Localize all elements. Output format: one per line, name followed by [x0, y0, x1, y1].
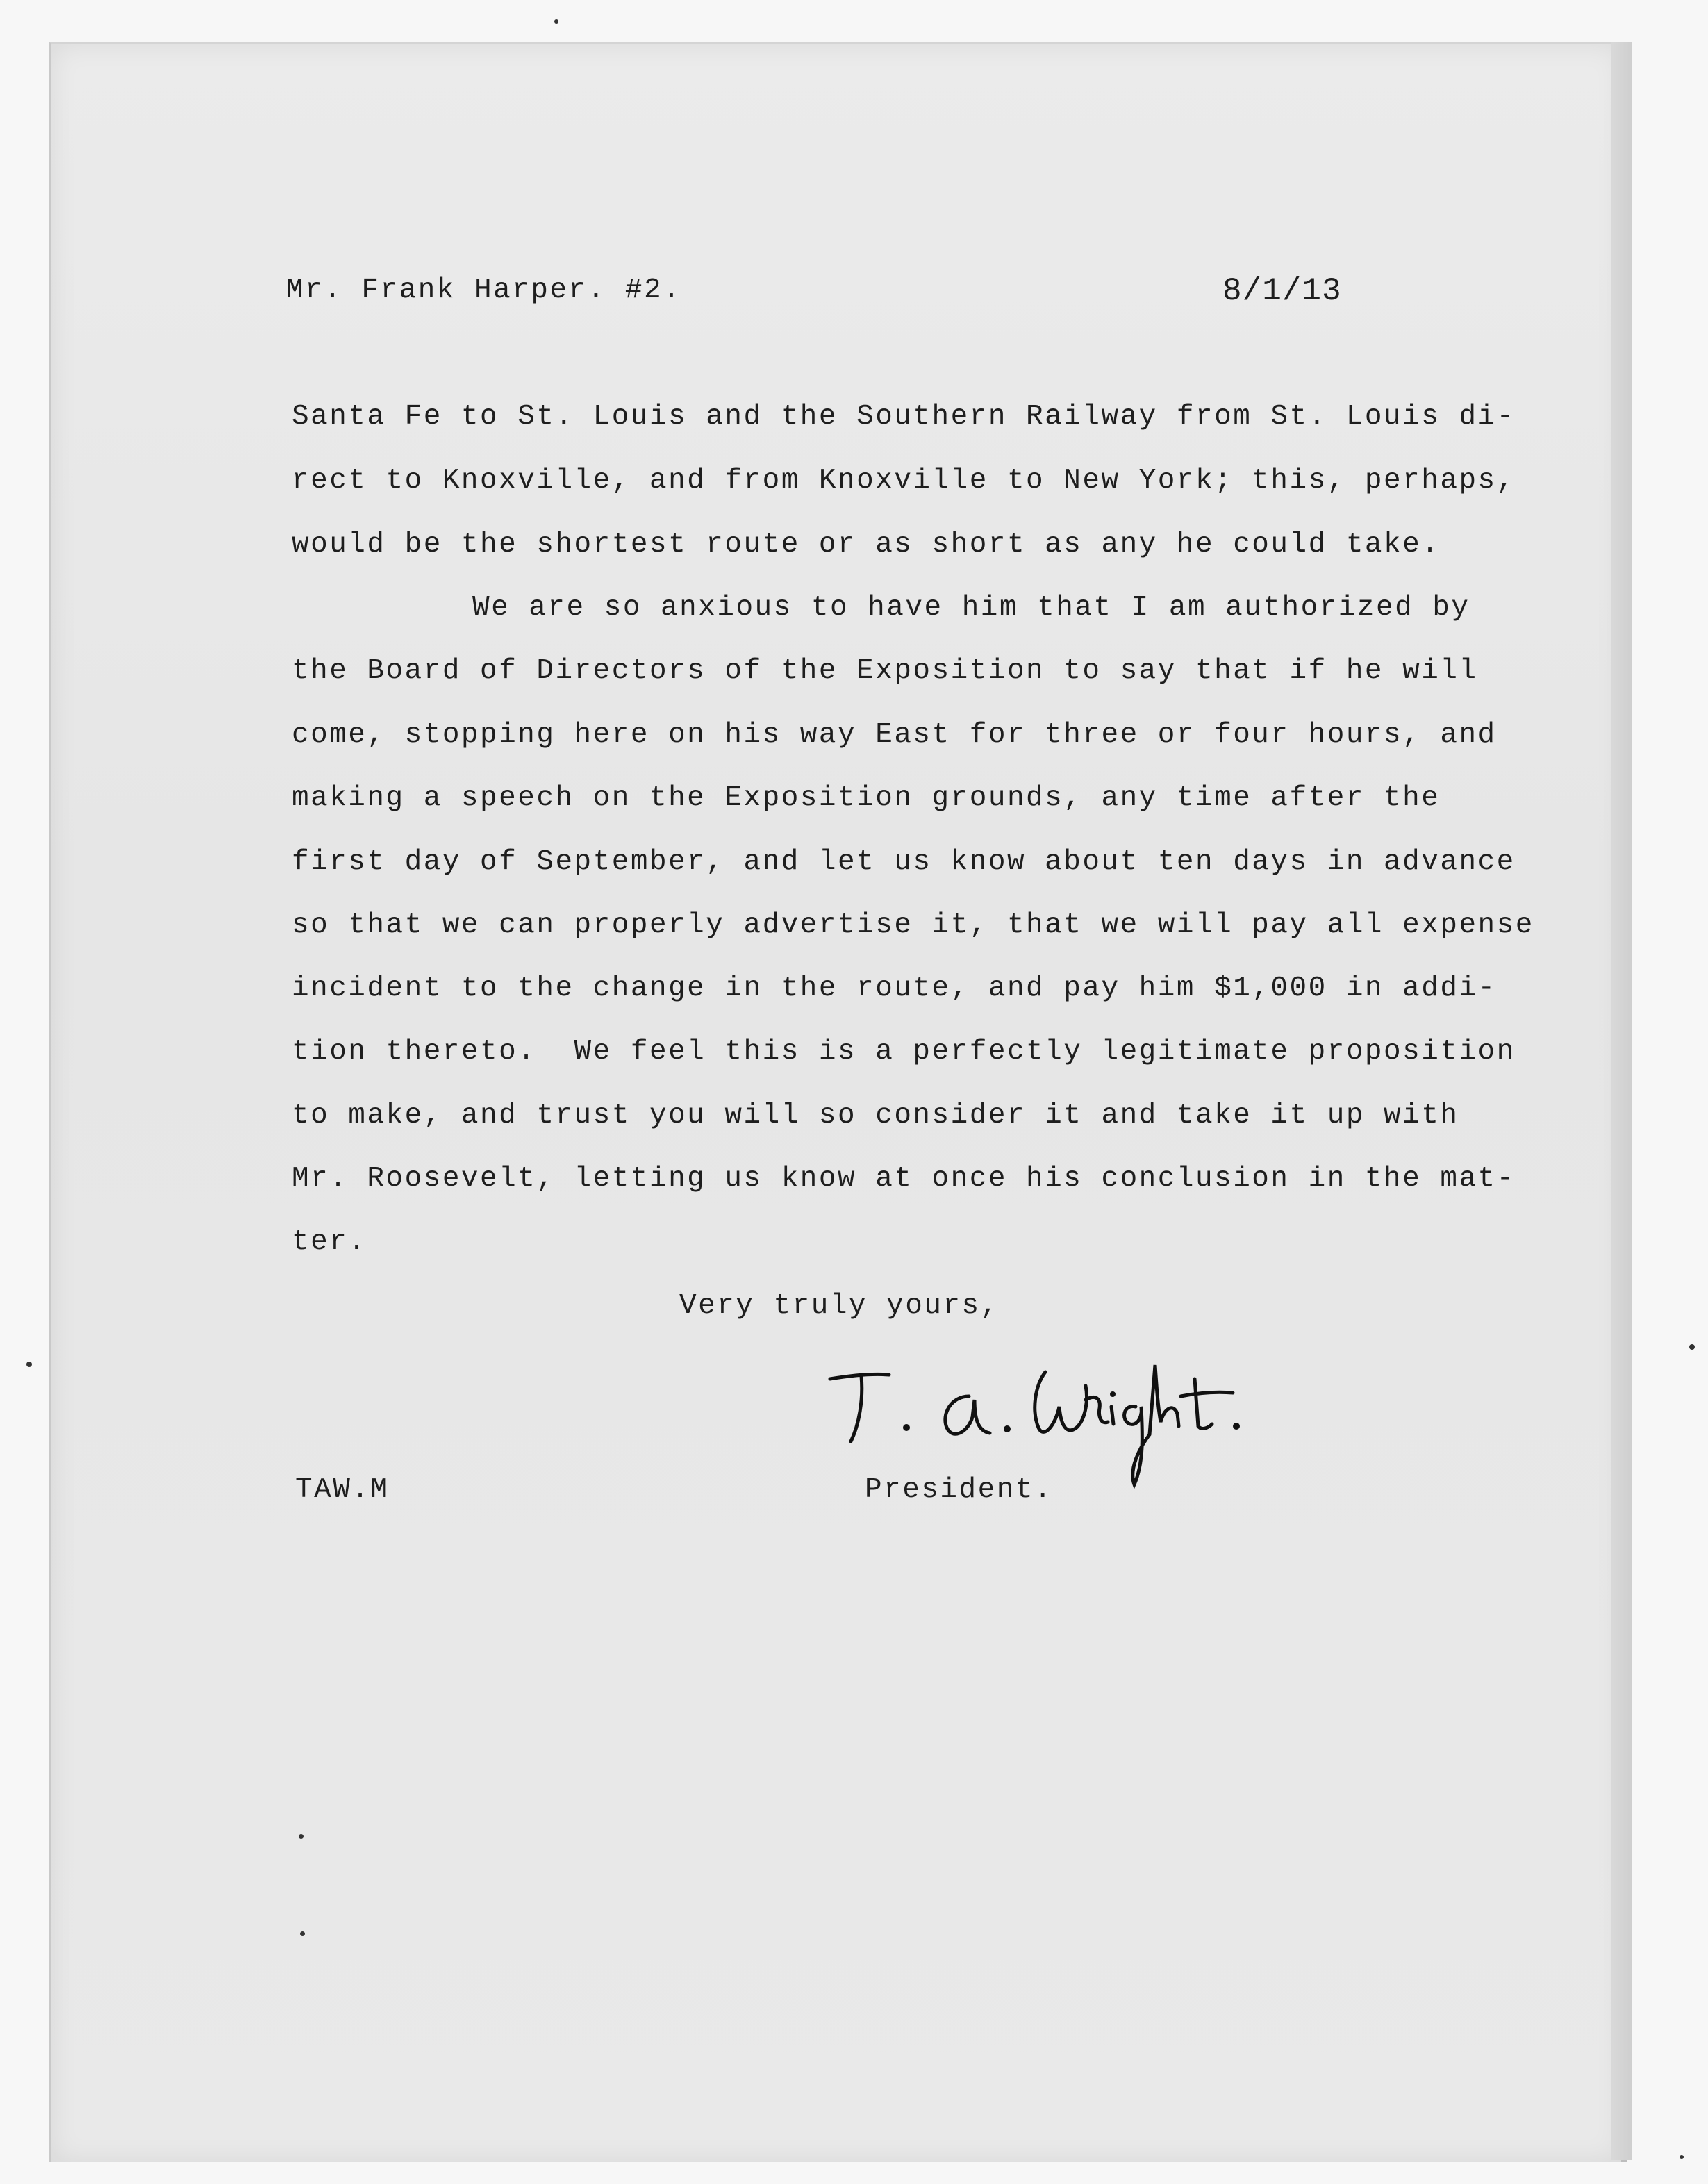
signatory-title: President. [865, 1474, 1054, 1506]
body-line: the Board of Directors of the Exposition to say that if he will [292, 655, 1478, 687]
body-line: ter. [292, 1226, 367, 1258]
body-line: to make, and trust you will so consider it and take it up with [292, 1100, 1459, 1132]
body-line: Mr. Roosevelt, letting us know at once his conclusion in the mat- [292, 1163, 1516, 1195]
body-line: We are so anxious to have him that I am authorized by [472, 592, 1470, 624]
body-line: first day of September, and let us know about ten days in advance [292, 846, 1516, 878]
closing: Very truly yours, [679, 1290, 1000, 1322]
typist-initials: TAW.M [295, 1474, 390, 1506]
handwritten-signature [823, 1358, 1254, 1490]
addressee-line: Mr. Frank Harper. #2. [286, 274, 682, 306]
dust-speck [554, 19, 558, 24]
dust-speck [299, 1834, 304, 1839]
body-line: making a speech on the Exposition grounds, any time after the [292, 782, 1441, 814]
dust-speck [1689, 1344, 1695, 1350]
body-line: come, stopping here on his way East for three or four hours, and [292, 719, 1497, 751]
body-line: so that we can properly advertise it, that we will pay all expense [292, 909, 1534, 941]
body-line: Santa Fe to St. Louis and the Southern Railway from St. Louis di- [292, 401, 1516, 433]
sheet-edge [1611, 42, 1632, 2160]
dust-speck [300, 1931, 305, 1936]
dust-speck [1680, 2155, 1684, 2159]
body-line: incident to the change in the route, and pay him $1,000 in addi- [292, 973, 1497, 1004]
body-line: rect to Knoxville, and from Knoxville to New York; this, perhaps, [292, 465, 1516, 497]
body-line: would be the shortest route or as short as any he could take. [292, 529, 1441, 561]
letter-date: 8/1/13 [1222, 273, 1342, 309]
body-line: tion thereto. We feel this is a perfectly legitimate proposition [292, 1036, 1516, 1068]
dust-speck [26, 1362, 32, 1367]
